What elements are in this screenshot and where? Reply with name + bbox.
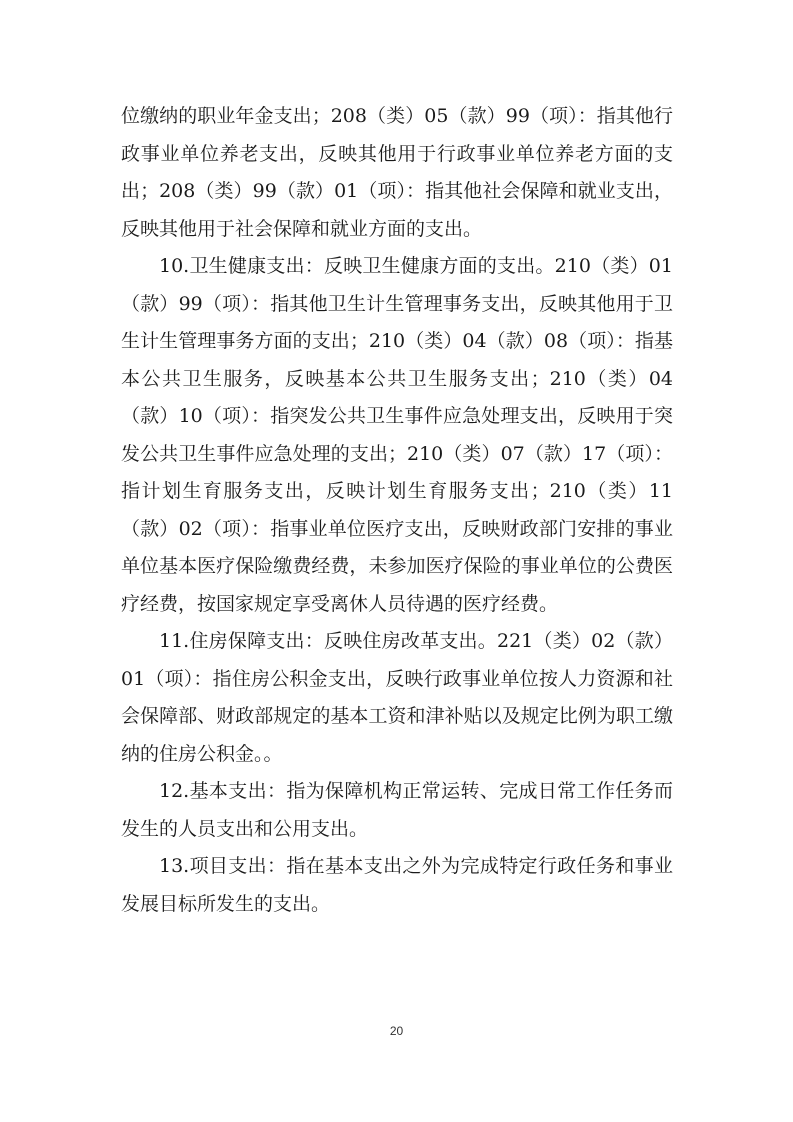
paragraph-continuation: 位缴纳的职业年金支出；208（类）05（款）99（项）：指其他行政事业单位养老支出，反映其他用于行政事业单位养老方面的支出；208（类）99（款）01（项）：指其他社会保障和就业支出，反映其他用于社会保障和就业方面的支出。 [121,105,673,240]
paragraph-health-expenditure: 10.卫生健康支出：反映卫生健康方面的支出。210（类）01（款）99（项）：指其他卫生计生管理事务支出，反映其他用于卫生计生管理事务方面的支出；210（类）04（款）08（项）：指基本公共卫生服务，反映基本公共卫生服务支出；210（类）04（款）10（项）：指突发公共卫生事件应急处理支出，反映用于突发公共卫生事件应急处理的支出；210（类）07（款）17（项）：指计划生育服务支出，反映计划生育服务支出；210（类）11（款）02（项）：指事业单位医疗支出，反映财政部门安排的事业单位基本医疗保险缴费经费，未参加医疗保险的事业单位的公费医疗经费，按国家规定享受离休人员待遇的医疗经费。 [121,255,673,615]
paragraph-project-expenditure: 13.项目支出：指在基本支出之外为完成特定行政任务和事业发展目标所发生的支出。 [121,855,673,915]
body-text [121,98,673,923]
paragraph-housing-expenditure: 11.住房保障支出：反映住房改革支出。221（类）02（款）01（项）：指住房公积金支出，反映行政事业单位按人力资源和社会保障部、财政部规定的基本工资和津补贴以及规定比例为职工缴纳的住房公积金。。 [121,630,673,765]
paragraph-basic-expenditure: 12.基本支出：指为保障机构正常运转、完成日常工作任务而发生的人员支出和公用支出。 [121,780,673,840]
page-number: 20 [389,1024,404,1038]
